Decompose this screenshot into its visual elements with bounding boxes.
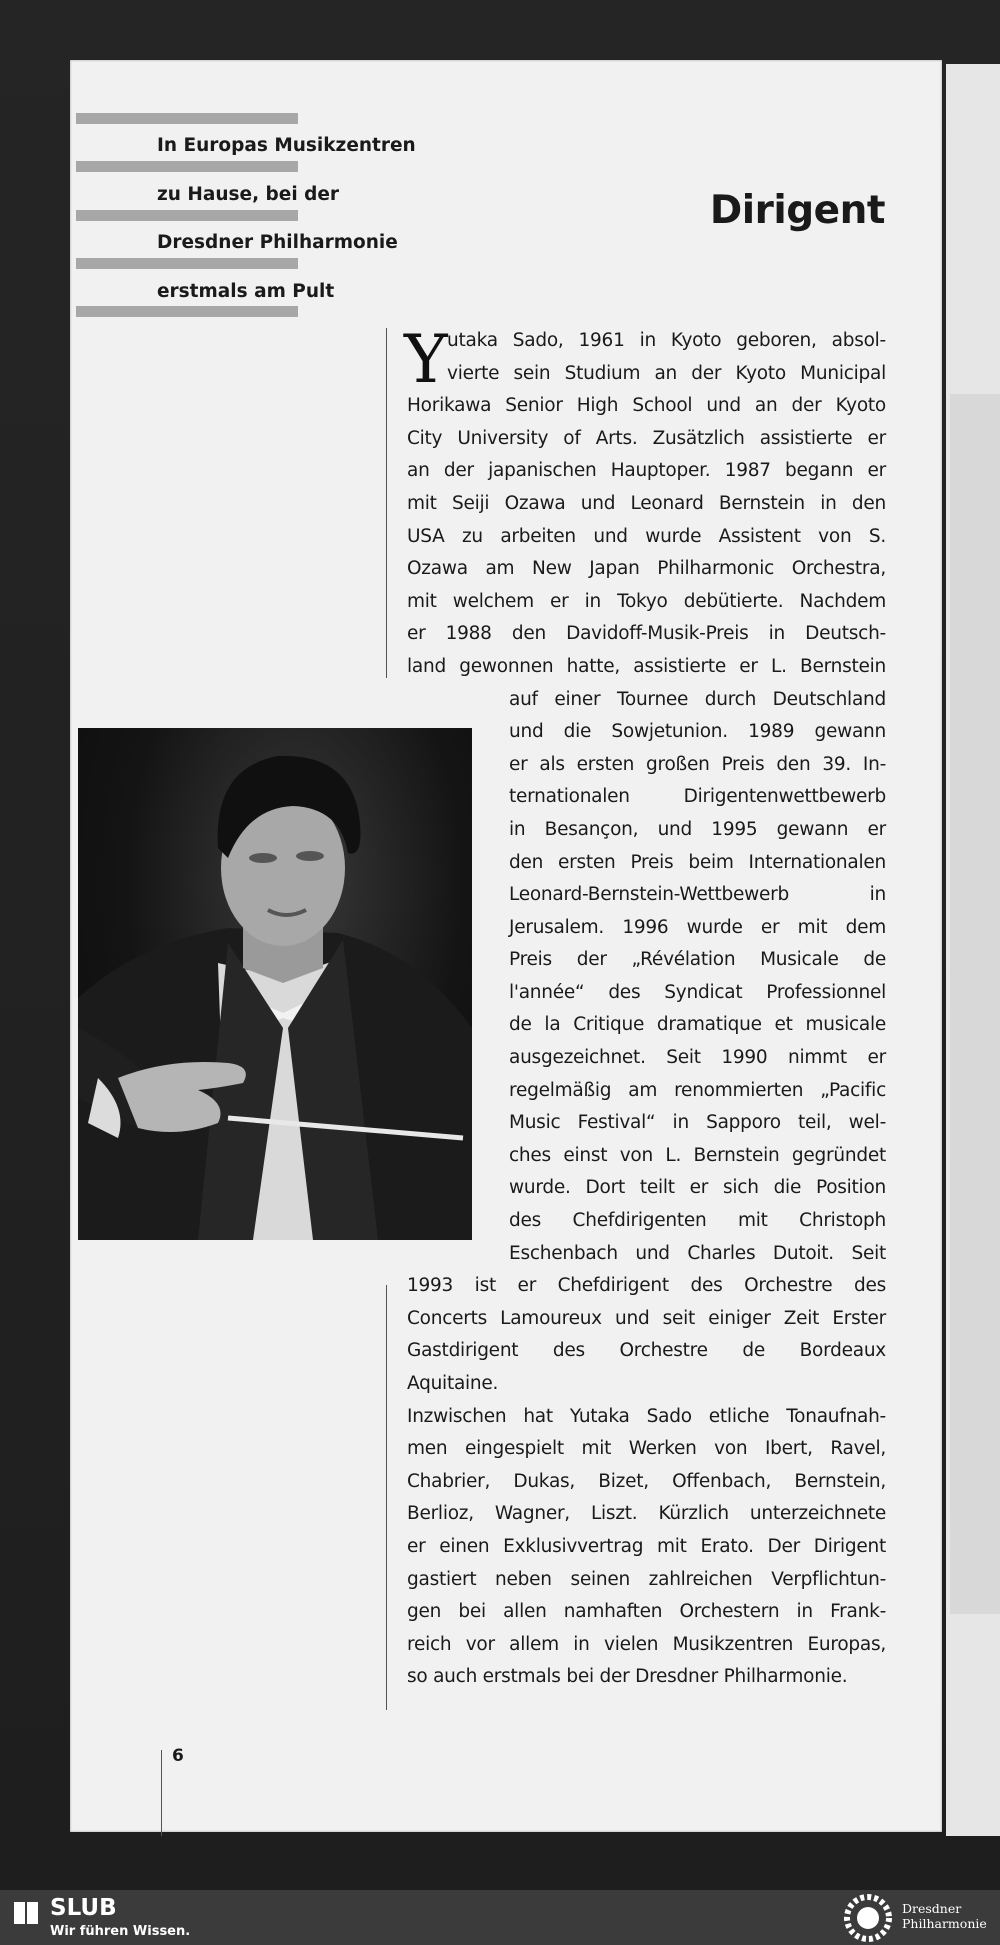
body-line: Concerts Lamoureux und seit einiger Zeit Erster xyxy=(407,1307,886,1329)
conductor-photo xyxy=(78,728,472,1240)
body-line: l'année“ des Syndicat Professionnel xyxy=(509,981,886,1003)
body-line: land gewonnen hatte, assistierte er L. Bernstein xyxy=(407,655,886,677)
body-line: City University of Arts. Zusätzlich assistierte er xyxy=(407,427,886,449)
body-line: mit welchem er in Tokyo debütierte. Nachdem xyxy=(407,590,886,612)
body-line: mit Seiji Ozawa und Leonard Bernstein in den xyxy=(407,492,886,514)
body-line: so auch erstmals bei der Dresdner Philharmonie. xyxy=(407,1666,848,1688)
slub-name: SLUB xyxy=(50,1895,117,1921)
body-line: Inzwischen hat Yutaka Sado etliche Tonaufnah- xyxy=(407,1405,886,1427)
body-line: USA zu arbeiten und wurde Assistent von S. xyxy=(407,525,886,547)
body-line: er als ersten großen Preis den 39. In- xyxy=(509,753,886,775)
body-line: 1993 ist er Chefdirigent des Orchestre des xyxy=(407,1275,886,1297)
page-heading: Dirigent xyxy=(709,188,885,233)
footer-bar xyxy=(0,1890,1000,1945)
body-line: er 1988 den Davidoff-Musik-Preis in Deutsch- xyxy=(407,623,886,645)
adjacent-page-band xyxy=(950,394,1000,1614)
body-line: und die Sowjetunion. 1989 gewann xyxy=(509,721,886,743)
body-line: reich vor allem in vielen Musikzentren Europas, xyxy=(407,1633,886,1655)
body-line: Gastdirigent des Orchestre de Bordeaux xyxy=(407,1340,886,1362)
body-line: utaka Sado, 1961 in Kyoto geboren, absol- xyxy=(447,330,886,351)
body-line: regelmäßig am renommierten „Pacific xyxy=(509,1079,886,1101)
page-number: 6 xyxy=(172,1746,184,1766)
body-line: ternationalen Dirigentenwettbewerb xyxy=(509,786,886,808)
partner-name xyxy=(902,1901,1000,1931)
body-line: Aquitaine. xyxy=(407,1373,499,1394)
body-line: Chabrier, Dukas, Bizet, Offenbach, Bernstein, xyxy=(407,1470,886,1492)
body-line: in Besançon, und 1995 gewann er xyxy=(509,818,886,840)
body-line: Jerusalem. 1996 wurde er mit dem xyxy=(509,916,886,938)
pull-quote-line: In Europas Musikzentren xyxy=(157,135,416,156)
body-line: de la Critique dramatique et musicale xyxy=(509,1014,886,1036)
partner-name-line: Dresdner xyxy=(902,1901,962,1916)
body-line: wurde. Dort teilt er sich die Position xyxy=(509,1177,886,1199)
body-line: Ozawa am New Japan Philharmonic Orchestra, xyxy=(407,558,886,580)
body-line: Leonard-Bernstein-Wettbewerb in xyxy=(509,884,886,906)
column-rule xyxy=(386,328,387,678)
drop-cap: Y xyxy=(404,321,448,398)
philharmonie-logo-icon xyxy=(842,1894,894,1942)
book-icon xyxy=(12,1898,42,1928)
adjacent-page-edge xyxy=(946,64,1000,1836)
body-line: auf einer Tournee durch Deutschland xyxy=(509,688,886,710)
body-line: des Chefdirigenten mit Christoph xyxy=(509,1210,886,1232)
body-line: er einen Exklusivvertrag mit Erato. Der Dirigent xyxy=(407,1535,886,1557)
body-line: vierte sein Studium an der Kyoto Municipal xyxy=(447,362,886,384)
column-rule xyxy=(386,1285,387,1710)
biography-text xyxy=(407,325,886,1694)
body-line: men eingespielt mit Werken von Ibert, Ravel, xyxy=(407,1438,886,1460)
body-line: ches einst von L. Bernstein gegründet xyxy=(509,1144,886,1166)
body-line: ausgezeichnet. Seit 1990 nimmt er xyxy=(509,1047,886,1069)
page-number-rule xyxy=(161,1750,162,1836)
body-line: Berlioz, Wagner, Liszt. Kürzlich unterzeichnete xyxy=(407,1503,886,1525)
pull-quote-line: zu Hause, bei der xyxy=(157,183,340,205)
body-line: Music Festival“ in Sapporo teil, wel- xyxy=(509,1112,886,1134)
pull-quote xyxy=(157,122,417,316)
pull-quote-line: Dresdner Philharmonie xyxy=(157,232,398,253)
conductor-photo-illustration xyxy=(78,728,472,1240)
body-line: Eschenbach und Charles Dutoit. Seit xyxy=(509,1242,886,1264)
body-line: an der japanischen Hauptoper. 1987 begann er xyxy=(407,460,886,482)
body-line: gen bei allen namhaften Orchestern in Frank- xyxy=(407,1601,886,1623)
body-line: Horikawa Senior High School und an der Kyoto xyxy=(407,395,886,417)
body-line: gastiert neben seinen zahlreichen Verpflichtun- xyxy=(407,1568,886,1590)
partner-name-line: Philharmonie xyxy=(902,1916,987,1931)
slub-tagline: Wir führen Wissen. xyxy=(50,1924,191,1939)
body-line: den ersten Preis beim Internationalen xyxy=(509,851,886,873)
body-line: Preis der „Révélation Musicale de xyxy=(509,949,886,971)
pull-quote-line: erstmals am Pult xyxy=(157,280,335,302)
